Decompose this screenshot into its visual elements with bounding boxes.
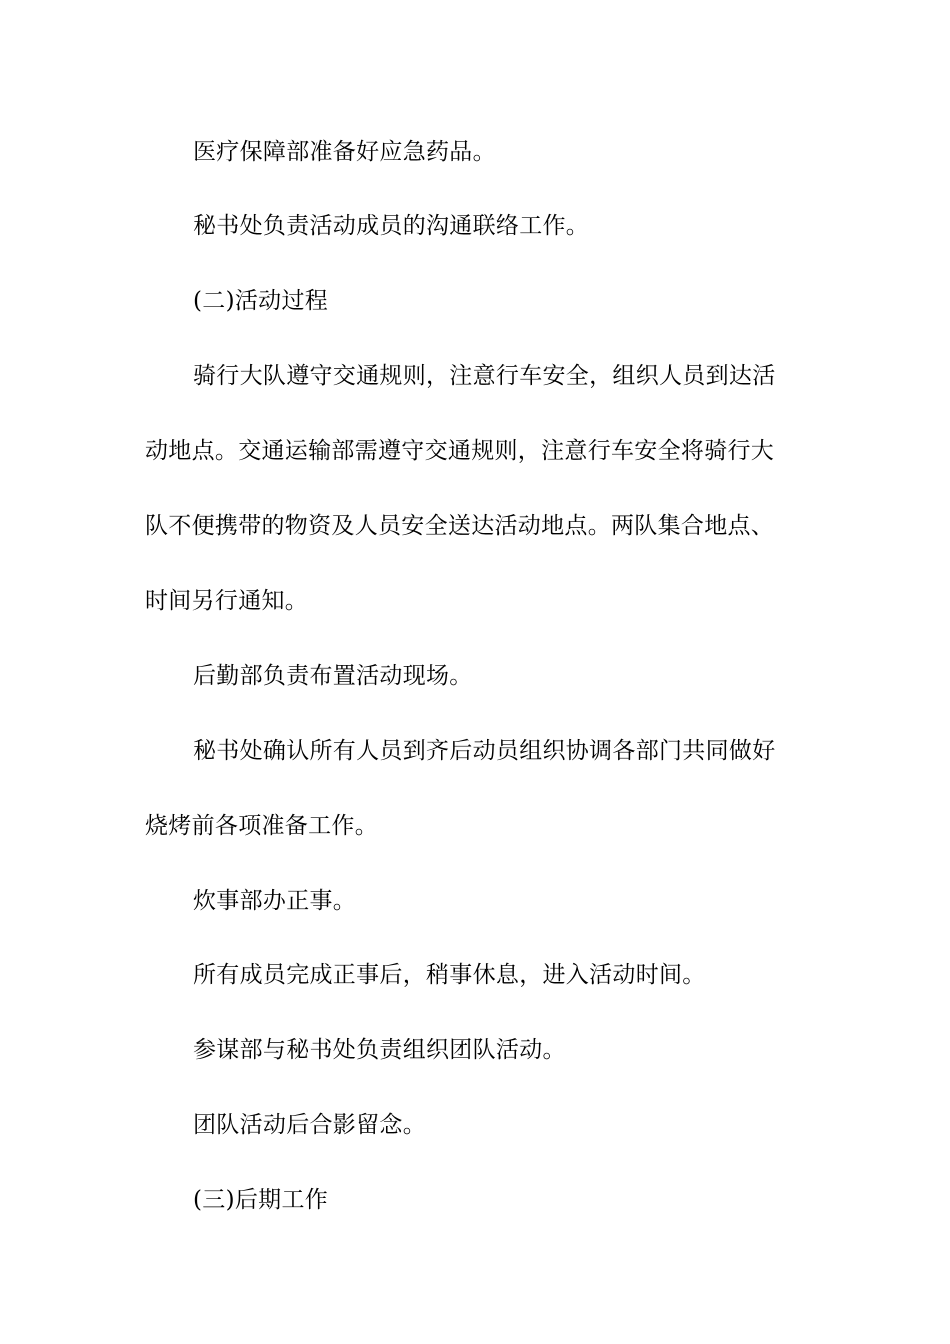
- paragraph-group-photo: 团队活动后合影留念。: [193, 1112, 426, 1138]
- paragraph-secretariat-confirm-line-2: 烧烤前各项准备工作。: [145, 813, 378, 839]
- paragraph-secretariat-contact: 秘书处负责活动成员的沟通联络工作。: [193, 213, 590, 239]
- section-heading-later-work: (三)后期工作: [193, 1187, 329, 1213]
- paragraph-cycling-line-3: 队不便携带的物资及人员安全送达活动地点。两队集合地点、: [145, 513, 775, 539]
- paragraph-logistics: 后勤部负责布置活动现场。: [193, 663, 473, 689]
- paragraph-cooking: 炊事部办正事。: [193, 888, 357, 914]
- paragraph-cycling-line-4: 时间另行通知。: [145, 588, 309, 614]
- paragraph-team-activity: 参谋部与秘书处负责组织团队活动。: [193, 1037, 566, 1063]
- paragraph-rest: 所有成员完成正事后，稍事休息，进入活动时间。: [193, 962, 706, 988]
- paragraph-secretariat-confirm-line-1: 秘书处确认所有人员到齐后动员组织协调各部门共同做好: [193, 738, 776, 764]
- paragraph-cycling-line-2: 动地点。交通运输部需遵守交通规则，注意行车安全将骑行大: [145, 438, 775, 464]
- paragraph-cycling-line-1: 骑行大队遵守交通规则，注意行车安全，组织人员到达活: [193, 363, 776, 389]
- paragraph-medical: 医疗保障部准备好应急药品。: [193, 139, 496, 165]
- section-heading-activity-process: (二)活动过程: [193, 288, 329, 314]
